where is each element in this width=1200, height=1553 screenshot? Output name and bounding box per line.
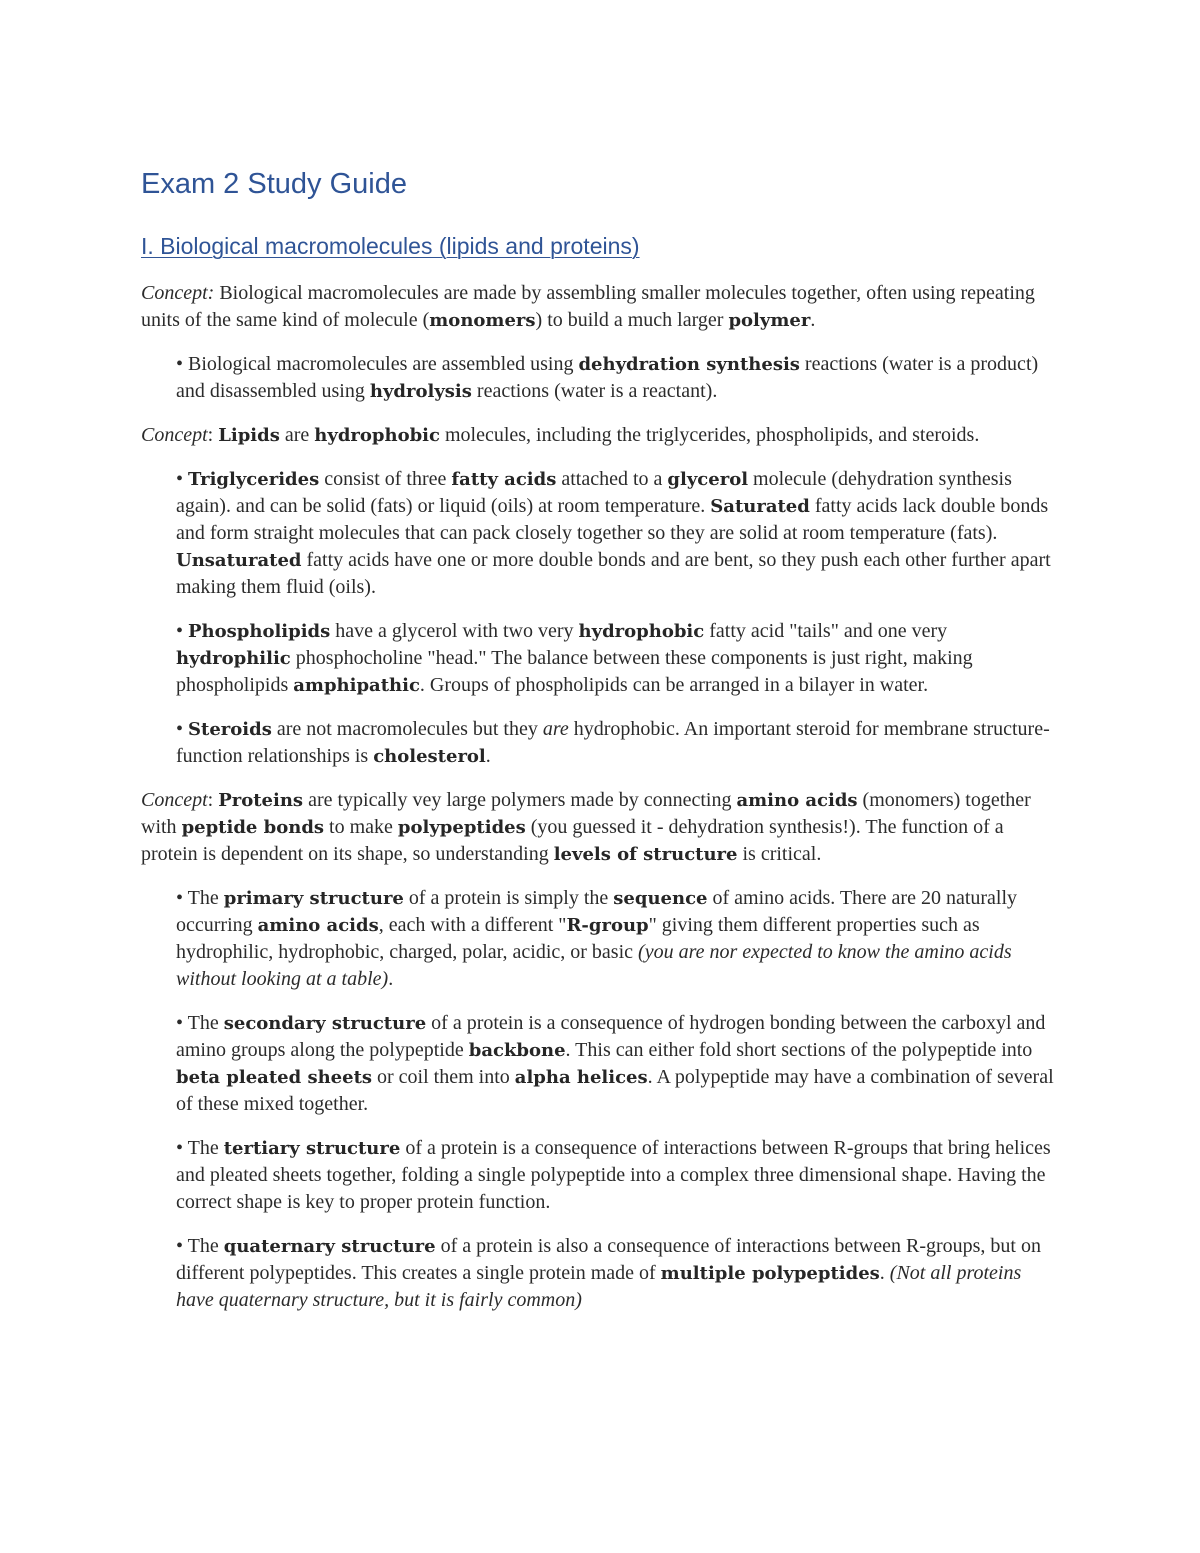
document-body (141, 280, 1061, 1331)
bold-term: levels of structure (553, 844, 738, 865)
page-title: Exam 2 Study Guide (141, 168, 407, 200)
text-run: consist of three (319, 468, 452, 490)
bold-term: primary structure (223, 888, 404, 909)
bold-term: amino acids (257, 915, 379, 936)
bold-term: Unsaturated (176, 550, 302, 571)
text-run: • (176, 620, 189, 642)
bold-term: Lipids (218, 425, 280, 446)
text-run: " giving them different properties such as hydrophilic, hydrophobic, charged, polar, acidic, or basic (176, 914, 980, 963)
text-run: (monomers) together with (141, 789, 1031, 838)
italic-text: (Not all proteins have quaternary structure, but it is fairly common) (176, 1262, 1022, 1311)
bold-term: Saturated (710, 496, 810, 517)
bullet-point-bullet-triglycerides (176, 466, 1061, 601)
bold-term: hydrophilic (176, 648, 291, 669)
bold-term: fatty acids (451, 469, 557, 490)
bold-term: glycerol (667, 469, 749, 490)
text-run: . (879, 1262, 890, 1284)
bold-term: R-group (566, 915, 649, 936)
bold-term: polymer (728, 310, 811, 331)
text-run: of amino acids. There are 20 naturally occurring (176, 887, 1018, 936)
text-run: : (207, 424, 219, 446)
text-run: . A polypeptide may have a combination of several of these mixed together. (176, 1066, 1054, 1115)
concept-paragraph-concept-macromolecules (141, 280, 1061, 334)
text-run: are (279, 424, 315, 446)
bullet-point-bullet-quaternary (176, 1233, 1061, 1314)
bullet-point-bullet-secondary (176, 1010, 1061, 1118)
bold-term: Proteins (218, 790, 304, 811)
text-run: • (176, 468, 189, 490)
bullet-point-bullet-dehydration (176, 351, 1061, 405)
text-run: molecules, including the triglycerides, phospholipids, and steroids. (439, 424, 980, 446)
bold-term: amino acids (736, 790, 858, 811)
text-run: • (176, 718, 189, 740)
bold-term: sequence (613, 888, 708, 909)
text-run: . This can either fold short sections of the polypeptide into (565, 1039, 1033, 1061)
text-run: of a protein is also a consequence of interactions between R-groups, but on different polypeptides. This creates a single protein made of (176, 1235, 1041, 1284)
text-run: are typically vey large polymers made by connecting (303, 789, 737, 811)
bold-term: tertiary structure (223, 1138, 401, 1159)
text-run: fatty acids lack double bonds and form straight molecules that can pack closely together so they are solid at room temperature (fats). (176, 495, 1049, 544)
text-run: : (207, 789, 219, 811)
bold-term: hydrophobic (578, 621, 705, 642)
text-run: are not macromolecules but they (271, 718, 543, 740)
text-run: fatty acid "tails" and one very (704, 620, 948, 642)
text-run: • The (176, 887, 224, 909)
bold-term: cholesterol (373, 746, 486, 767)
text-run: reactions (water is a reactant). (471, 380, 718, 402)
text-run: (you guessed it - dehydration synthesis!). The function of a protein is dependent on its shape, so understanding (141, 816, 1004, 865)
text-run: , each with a different " (378, 914, 567, 936)
bold-term: hydrolysis (369, 381, 472, 402)
bold-term: dehydration synthesis (578, 354, 800, 375)
italic-text: Concept: (141, 282, 215, 304)
bullet-point-bullet-phospholipids (176, 618, 1061, 699)
italic-text: Concept (141, 424, 208, 446)
text-run: is critical. (737, 843, 822, 865)
text-run: hydrophobic. An important steroid for membrane structure-function relationships is (176, 718, 1050, 767)
text-run: of a protein is simply the (403, 887, 614, 909)
text-run: of a protein is a consequence of interactions between R-groups that bring helices and pleated sheets together, folding a single polypeptide into a complex three dimensional shape. Having the correct shape is key to proper protein function. (176, 1137, 1051, 1213)
text-run: molecule (dehydration synthesis again). and can be solid (fats) or liquid (oils) at room temperature. (176, 468, 1012, 517)
bold-term: Steroids (188, 719, 272, 740)
bold-term: quaternary structure (223, 1236, 436, 1257)
bold-term: multiple polypeptides (660, 1263, 880, 1284)
bullet-point-bullet-primary (176, 885, 1061, 993)
bold-term: Triglycerides (188, 469, 320, 490)
bold-term: alpha helices (514, 1067, 648, 1088)
text-run: . Groups of phospholipids can be arranged in a bilayer in water. (419, 674, 929, 696)
text-run: to make (324, 816, 398, 838)
text-run: • The (176, 1137, 224, 1159)
bold-term: Phospholipids (188, 621, 331, 642)
text-run: attached to a (556, 468, 668, 490)
bold-term: backbone (468, 1040, 566, 1061)
concept-paragraph-concept-lipids (141, 422, 1061, 449)
text-run: • The (176, 1235, 224, 1257)
bold-term: peptide bonds (181, 817, 325, 838)
text-run: Biological macromolecules are made by assembling smaller molecules together, often using repeating units of the same kind of molecule ( (141, 282, 1035, 331)
text-run: • The (176, 1012, 224, 1034)
text-run: fatty acids have one or more double bonds and are bent, so they push each other further apart making them fluid (oils). (176, 549, 1051, 598)
section-heading: I. Biological macromolecules (lipids and proteins) (141, 233, 640, 259)
text-run: of a protein is a consequence of hydrogen bonding between the carboxyl and amino groups along the polypeptide (176, 1012, 1046, 1061)
concept-paragraph-concept-proteins (141, 787, 1061, 868)
text-run: reactions (water is a product) and disassembled using (176, 353, 1039, 402)
italic-text: (you are nor expected to know the amino acids without looking at a table) (176, 941, 1012, 990)
bold-term: monomers (429, 310, 536, 331)
text-run: • Biological macromolecules are assembled using (176, 353, 579, 375)
bullet-point-bullet-tertiary (176, 1135, 1061, 1216)
bold-term: secondary structure (223, 1013, 427, 1034)
text-run: . (485, 745, 491, 767)
bold-term: hydrophobic (314, 425, 440, 446)
text-run: or coil them into (372, 1066, 515, 1088)
bold-term: amphipathic (293, 675, 420, 696)
bold-term: beta pleated sheets (176, 1067, 373, 1088)
bold-term: polypeptides (397, 817, 526, 838)
text-run: . (388, 968, 394, 990)
text-run: have a glycerol with two very (330, 620, 579, 642)
bullet-point-bullet-steroids (176, 716, 1061, 770)
italic-text: are (542, 718, 569, 740)
italic-text: Concept (141, 789, 208, 811)
text-run: . (810, 309, 816, 331)
text-run: ) to build a much larger (535, 309, 729, 331)
text-run: phosphocholine "head." The balance between these components is just right, making phospholipids (176, 647, 973, 696)
